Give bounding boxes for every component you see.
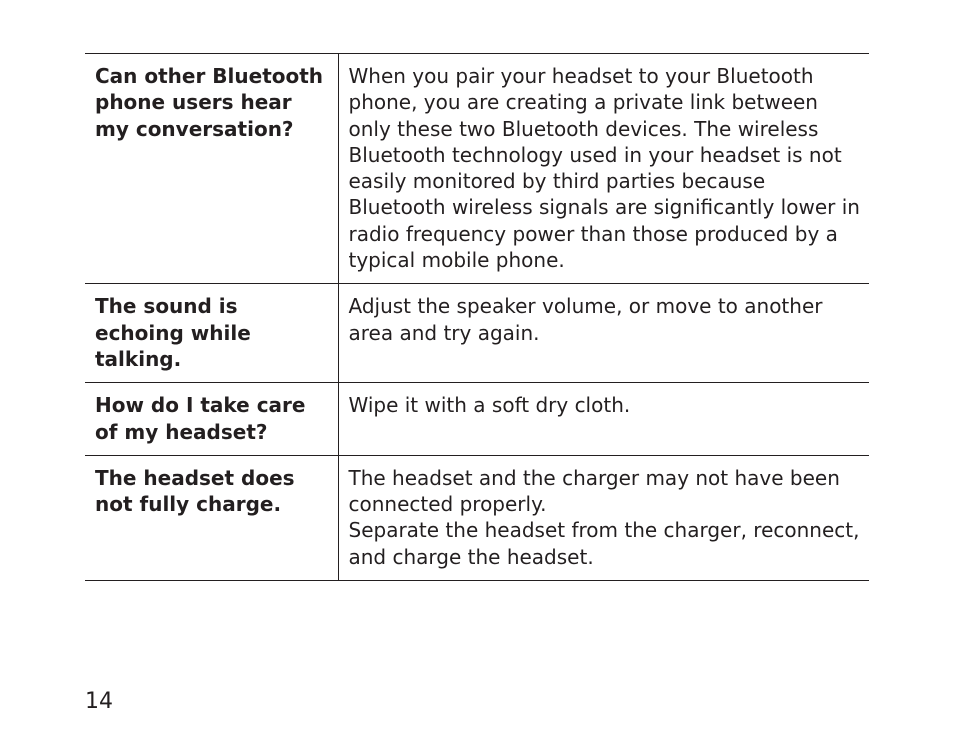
faq-question: How do I take care of my headset? xyxy=(85,383,338,456)
faq-answer-line: Wipe it with a soft dry cloth. xyxy=(348,393,631,418)
faq-answer xyxy=(338,284,869,383)
faq-row xyxy=(85,455,869,580)
faq-question: The sound is echoing while talking. xyxy=(85,284,338,383)
faq-table xyxy=(85,53,869,581)
faq-row xyxy=(85,383,869,456)
faq-answer-line: Separate the headset from the charger, reconnect, and charge the headset. xyxy=(348,518,860,569)
faq-answer-line: Adjust the speaker volume, or move to another area and try again. xyxy=(348,294,823,345)
faq-question: Can other Bluetooth phone users hear my conversation? xyxy=(85,54,338,284)
faq-answer-line: The headset and the charger may not have been connected properly. xyxy=(348,465,840,517)
faq-answer xyxy=(338,383,869,456)
faq-row xyxy=(85,284,869,383)
faq-answer-line: When you pair your headset to your Bluetooth phone, you are creating a private link between only these two Bluetooth devices. The wireless Bluetooth technology used in your headset is not easily monitored by third parties because Bluetooth wireless signals are significantly lower in radio frequency power than those produced by a typical mobile phone. xyxy=(348,64,860,273)
faq-question: The headset does not fully charge. xyxy=(85,455,338,580)
faq-row xyxy=(85,54,869,284)
faq-answer xyxy=(338,54,869,284)
faq-answer xyxy=(338,455,869,580)
page-number: 14 xyxy=(85,689,113,714)
